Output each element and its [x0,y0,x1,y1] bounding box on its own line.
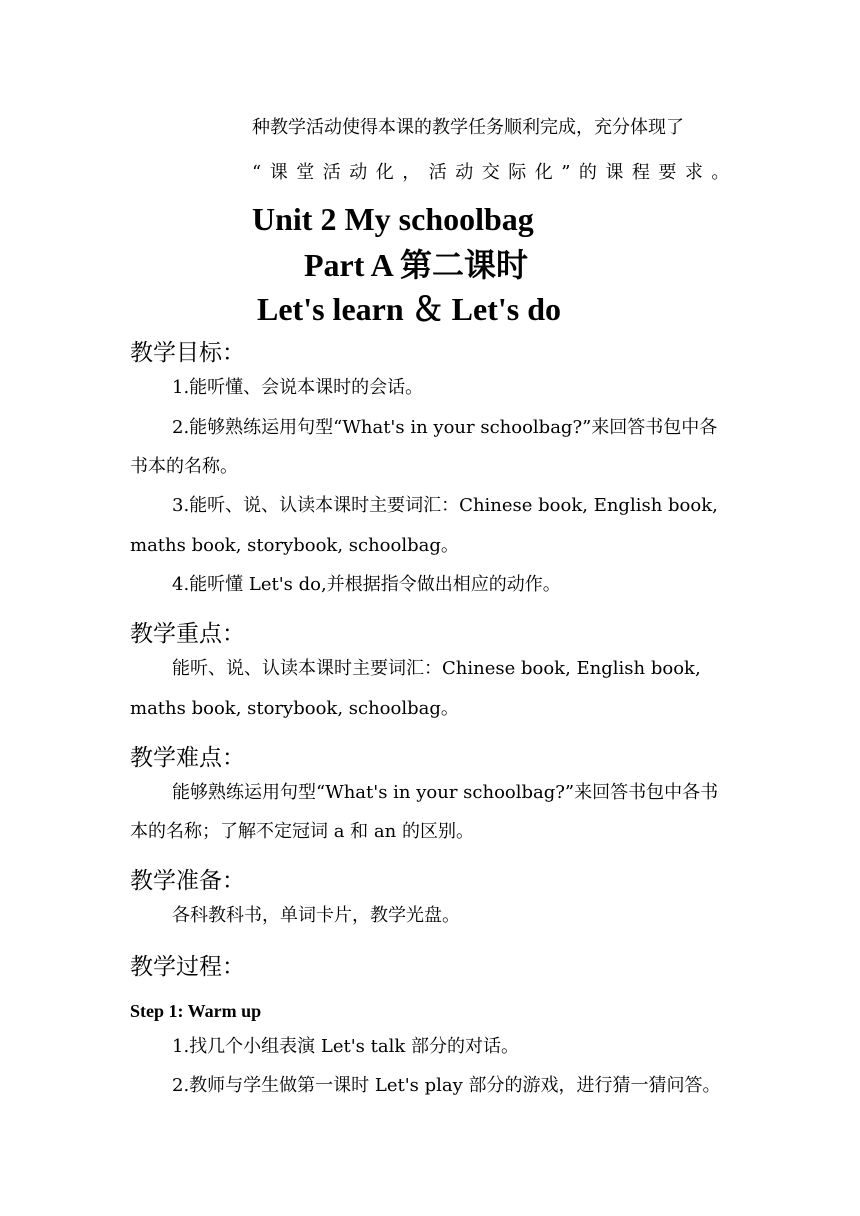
key-points-heading: 教学重点： [130,621,245,647]
intro-line-2: “课堂活动化，活动交际化”的课程要求。 [252,162,738,183]
objective-item-1: 1.能听懂、会说本课时的会话。 [172,377,424,398]
difficulties-line-1: 能够熟练运用句型“What's in your schoolbag?”来回答书包中各书 [172,782,719,803]
difficulties-heading: 教学难点： [130,745,245,771]
key-points-line-2: maths book, storybook, schoolbag。 [130,698,459,719]
intro-line-1: 种教学活动使得本课的教学任务顺利完成，充分体现了 [252,117,684,138]
objectives-heading: 教学目标： [130,340,245,366]
objective-item-3-line-1: 3.能听、说、认读本课时主要词汇：Chinese book, English book, [172,495,718,516]
step-1-item-1: 1.找几个小组表演 Let's talk 部分的对话。 [172,1036,519,1057]
objective-item-4: 4.能听懂 Let's do,并根据指令做出相应的动作。 [172,574,561,595]
title-line-3: Let's learn ＆ Let's do [257,291,561,327]
preparation-line-1: 各科教科书，单词卡片，教学光盘。 [172,905,460,926]
key-points-line-1: 能听、说、认读本课时主要词汇：Chinese book, English book, [172,658,701,679]
title-line-1: Unit 2 My schoolbag [252,201,534,237]
difficulties-line-2: 本的名称；了解不定冠词 a 和 an 的区别。 [130,821,474,842]
process-heading: 教学过程： [130,954,245,980]
objective-item-2-line-2: 书本的名称。 [130,456,238,477]
objective-item-3-line-2: maths book, storybook, schoolbag。 [130,535,459,556]
objective-item-2-line-1: 2.能够熟练运用句型“What's in your schoolbag?”来回答书包中各 [172,417,718,438]
step-1-title: Step 1: Warm up [130,1001,262,1021]
title-line-2: Part A 第二课时 [304,247,528,283]
preparation-heading: 教学准备： [130,868,245,894]
step-1-item-2: 2.教师与学生做第一课时 Let's play 部分的游戏，进行猜一猜问答。 [172,1075,721,1096]
